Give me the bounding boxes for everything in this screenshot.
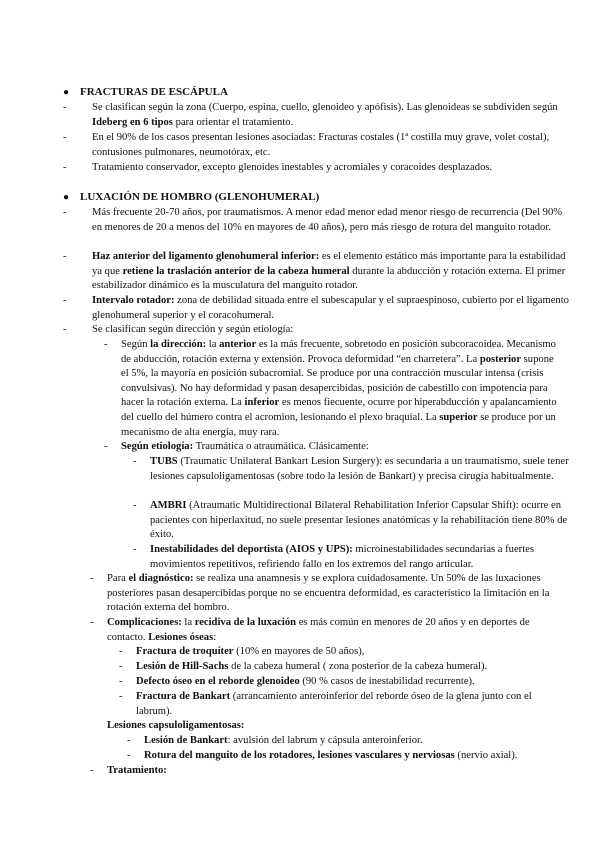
dash-icon: - — [133, 544, 137, 555]
dash-icon: - — [133, 456, 137, 467]
paragraph-direccion: Según la dirección: la anterior es la más frecuente, sobretodo en posición subcoracoidea. Mecanismo de abducción, rotación externa y extensión. Provoca deformidad “en charretera”. La posterior supone el 5%, la mayoría en posición subacromial. Se produce por una contracción muscular intensa (crisis convulsivas). No hay deformidad y pasan desapercibidas, posición de cabestillo con impotencia para hacer la rotación externa. La inferior es menos fiecuente, ocurre por hiperabducción y apalancamiento del cuello del húmero contra el acromion, lesionando el plexo braquial. La superior se produce por un mecanismo de alta energía, muy rara. — [121, 339, 557, 438]
paragraph-tubs: TUBS (Traumatic Unilateral Bankart Lesion Surgery): es secundaria a un traumatismo, suele tener lesiones capsuloligamentosas (sobre todo la lesión de Bankart) y precisa cirugía habitualmente. — [150, 456, 569, 482]
dash-icon: - — [63, 207, 67, 218]
bullet-icon: ● — [63, 87, 70, 98]
paragraph: En el 90% de los casos presentan lesiones asociadas: Fracturas costales (1ª costilla muy grave, volet costal), contusiones pulmonares, neumotórax, etc. — [92, 132, 550, 158]
list-item: Rotura del manguito de los rotadores, lesiones vasculares y nerviosas (nervio axial). — [144, 750, 518, 761]
list-item: Fractura de Bankart (arrancamiento anteroinferior del reborde óseo de la glena junto con el labrum). — [136, 691, 532, 717]
dash-icon: - — [119, 646, 123, 657]
dash-icon: - — [127, 750, 131, 761]
dash-icon: - — [63, 295, 67, 306]
dash-icon: - — [63, 324, 67, 335]
list-item: Fractura de troquíter (10% en mayores de 50 años), — [136, 646, 365, 657]
dash-icon: - — [63, 162, 67, 173]
paragraph: Haz anterior del ligamento glenohumeral inferior: es el elemento estático más importante para la estabilidad ya que retiene la traslación anterior de la cabeza humeral durante la abducción y rotación externa. El primer estabilizador dinámico es la musculatura del manguito rotador. — [92, 251, 566, 292]
paragraph: Se clasifican según la zona (Cuerpo, espina, cuello, glenoideo y apófisis). Las glenoideas se subdividen según Ideberg en 6 tipos para orientar el tratamiento. — [92, 102, 558, 128]
dash-icon: - — [90, 765, 94, 776]
list-item: Lesión de Bankart: avulsión del labrum y cápsula anteroinferior. — [144, 735, 423, 746]
paragraph-ambri: AMBRI (Atraumatic Multidirectional Bilateral Rehabilitation Inferior Capsular Shift): ocurre en pacientes con hiperlaxitud, no suele presentar lesiones anatómicas y la rehabilitación tiene 80% de éxito. — [150, 500, 568, 541]
paragraph: Intervalo rotador: zona de debilidad situada entre el subescapular y el supraespinoso, cubierto por el ligamento glenohumeral superior y el coracohumeral. — [92, 295, 569, 321]
dash-icon: - — [119, 691, 123, 702]
dash-icon: - — [119, 661, 123, 672]
dash-icon: - — [90, 617, 94, 628]
dash-icon: - — [63, 132, 67, 143]
dash-icon: - — [119, 676, 123, 687]
list-item: Defecto óseo en el reborde glenoideo (90 % casos de inestabilidad recurrente). — [136, 676, 475, 687]
paragraph-inestabilidades: Inestabilidades del deportista (AIOS y UPS): microinestabilidades secundarias a fuertes movimientos repetitivos, refiriendo fallo en los extremos del rango articular. — [150, 544, 534, 570]
paragraph: Más frecuente 20-70 años, por traumatismos. A menor edad menor edad menor riesgo de recurrencia (Del 90% en menores de 20 a menos del 10% en mayores de 40 años), pero más riesgo de rotura del manguito rotador. — [92, 207, 563, 233]
paragraph-complicaciones: Complicaciones: la recidiva de la luxación es más común en menores de 20 años y en deportes de contacto. Lesiones óseas: — [107, 617, 530, 643]
dash-icon: - — [63, 102, 67, 113]
dash-icon: - — [90, 573, 94, 584]
heading-luxacion: LUXACIÓN DE HOMBRO (GLENOHUMERAL) — [80, 191, 320, 203]
subheading-tratamiento: Tratamiento: — [107, 765, 167, 776]
dash-icon: - — [104, 339, 108, 350]
bullet-icon: ● — [63, 192, 70, 203]
paragraph: Se clasifican según dirección y según etiología: — [92, 324, 294, 335]
paragraph: Tratamiento conservador, excepto glenoides inestables y acromiales y coracoides desplazados. — [92, 162, 493, 173]
dash-icon: - — [104, 441, 108, 452]
dash-icon: - — [63, 251, 67, 262]
heading-fracturas: FRACTURAS DE ESCÁPULA — [80, 86, 228, 98]
paragraph-diagnostico: Para el diagnóstico: se realiza una anamnesis y se explora cuidadosamente. Un 50% de las luxaciones posteriores pasan desapercibidas porque no se encuentra deformidad, es característico la limitación en la rotación externa del hombro. — [107, 573, 550, 614]
dash-icon: - — [133, 500, 137, 511]
list-item: Lesión de Hill-Sachs de la cabeza humeral ( zona posterior de la cabeza humeral). — [136, 661, 488, 672]
subheading-capsuloligamentosas: Lesiones capsuloligamentosas: — [107, 720, 245, 731]
paragraph-etiologia: Según etiología: Traumática o atraumática. Clásicamente: — [121, 441, 369, 452]
dash-icon: - — [127, 735, 131, 746]
